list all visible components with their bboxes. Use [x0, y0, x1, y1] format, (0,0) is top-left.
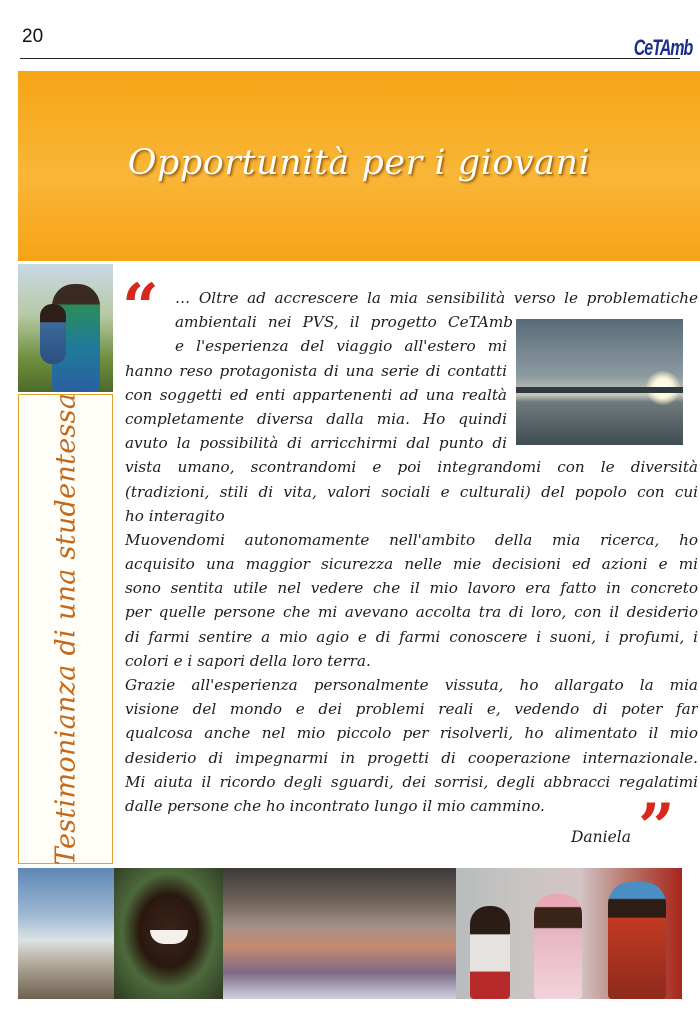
article-line: e l'esperienza del viaggio all'estero mi	[175, 337, 507, 356]
article-line: (tradizioni, stili di vita, valori sociali e culturali) del popolo con cui	[125, 482, 698, 501]
article-line: desiderio di impegnarmi in progetti di cooperazione internazionale.	[125, 748, 698, 767]
open-quote-mark: “	[122, 270, 159, 345]
page-title: Opportunità per i giovani	[127, 143, 591, 183]
photo-three-women	[456, 868, 682, 999]
sidebar-label: Testimonianza di una studentessa	[50, 392, 81, 866]
photo-mother-child	[18, 264, 113, 392]
photo-woman-left	[470, 906, 510, 999]
article-line: sono sentita utile nel vedere che il mio lavoro era fatto in concreto	[125, 579, 698, 598]
sidebar-box	[18, 394, 113, 864]
article-line: qualcosa anche nel mio piccolo per risolverli, ho alimentato il mio	[125, 724, 698, 743]
article-line: Muovendomi autonomamente nell'ambito della mia ricerca, ho	[125, 530, 698, 549]
title-banner	[18, 71, 700, 261]
article-line: hanno reso protagonista di una serie di contatti	[125, 361, 507, 380]
photo-smile	[150, 930, 188, 944]
article-line: per quelle persone che mi avevano accolta tra di loro, con il desiderio	[125, 603, 698, 622]
article-line: colori e i sapori della loro terra.	[125, 651, 371, 670]
article-line: Mi aiuta il ricordo degli sguardi, dei sorrisi, degli abbracci regalatimi	[125, 772, 698, 791]
article-line: acquisito una maggior sicurezza nelle mie decisioni ed azioni e mi	[125, 555, 698, 574]
article-line: Grazie all'esperienza personalmente vissuta, ho allargato la mia	[125, 676, 698, 694]
article-line: completamente diversa dalla mia. Ho quindi	[125, 409, 507, 428]
article-line: dalle persone che ho incontrato lungo il mio cammino.	[125, 796, 545, 815]
header-rule	[20, 58, 680, 59]
signature: Daniela	[571, 828, 631, 846]
photo-classroom	[223, 868, 456, 999]
article-line: visione del mondo e dei problemi reali e, vedendo di poter far	[125, 700, 698, 719]
article-line: avuto la possibilità di arricchirmi dal punto di	[125, 434, 507, 453]
article-line: di farmi sentire a mio agio e di farmi conoscere i suoni, i profumi, i	[125, 627, 698, 646]
photo-beach-driftwood	[18, 868, 114, 999]
article-line: ho interagito	[125, 506, 225, 525]
close-quote-mark: ”	[638, 790, 675, 865]
cetamb-logo: CeTAmb	[633, 36, 693, 61]
article-line: vista umano, scontrandomi e poi integrandomi con le diversità	[125, 458, 698, 477]
photo-smiling-child	[114, 868, 223, 999]
article-line: ambientali nei PVS, il progetto CeTAmb	[175, 313, 513, 332]
article-line: … Oltre ad accrescere la mia sensibilità verso le problematiche	[175, 289, 698, 307]
article-body	[125, 286, 698, 818]
photo-figure-child	[40, 304, 66, 364]
page-number: 20	[22, 26, 44, 47]
photo-woman-right	[608, 882, 666, 999]
article-line: con soggetti ed enti appartenenti ad una realtà	[125, 385, 507, 404]
photo-woman-center	[534, 894, 582, 999]
